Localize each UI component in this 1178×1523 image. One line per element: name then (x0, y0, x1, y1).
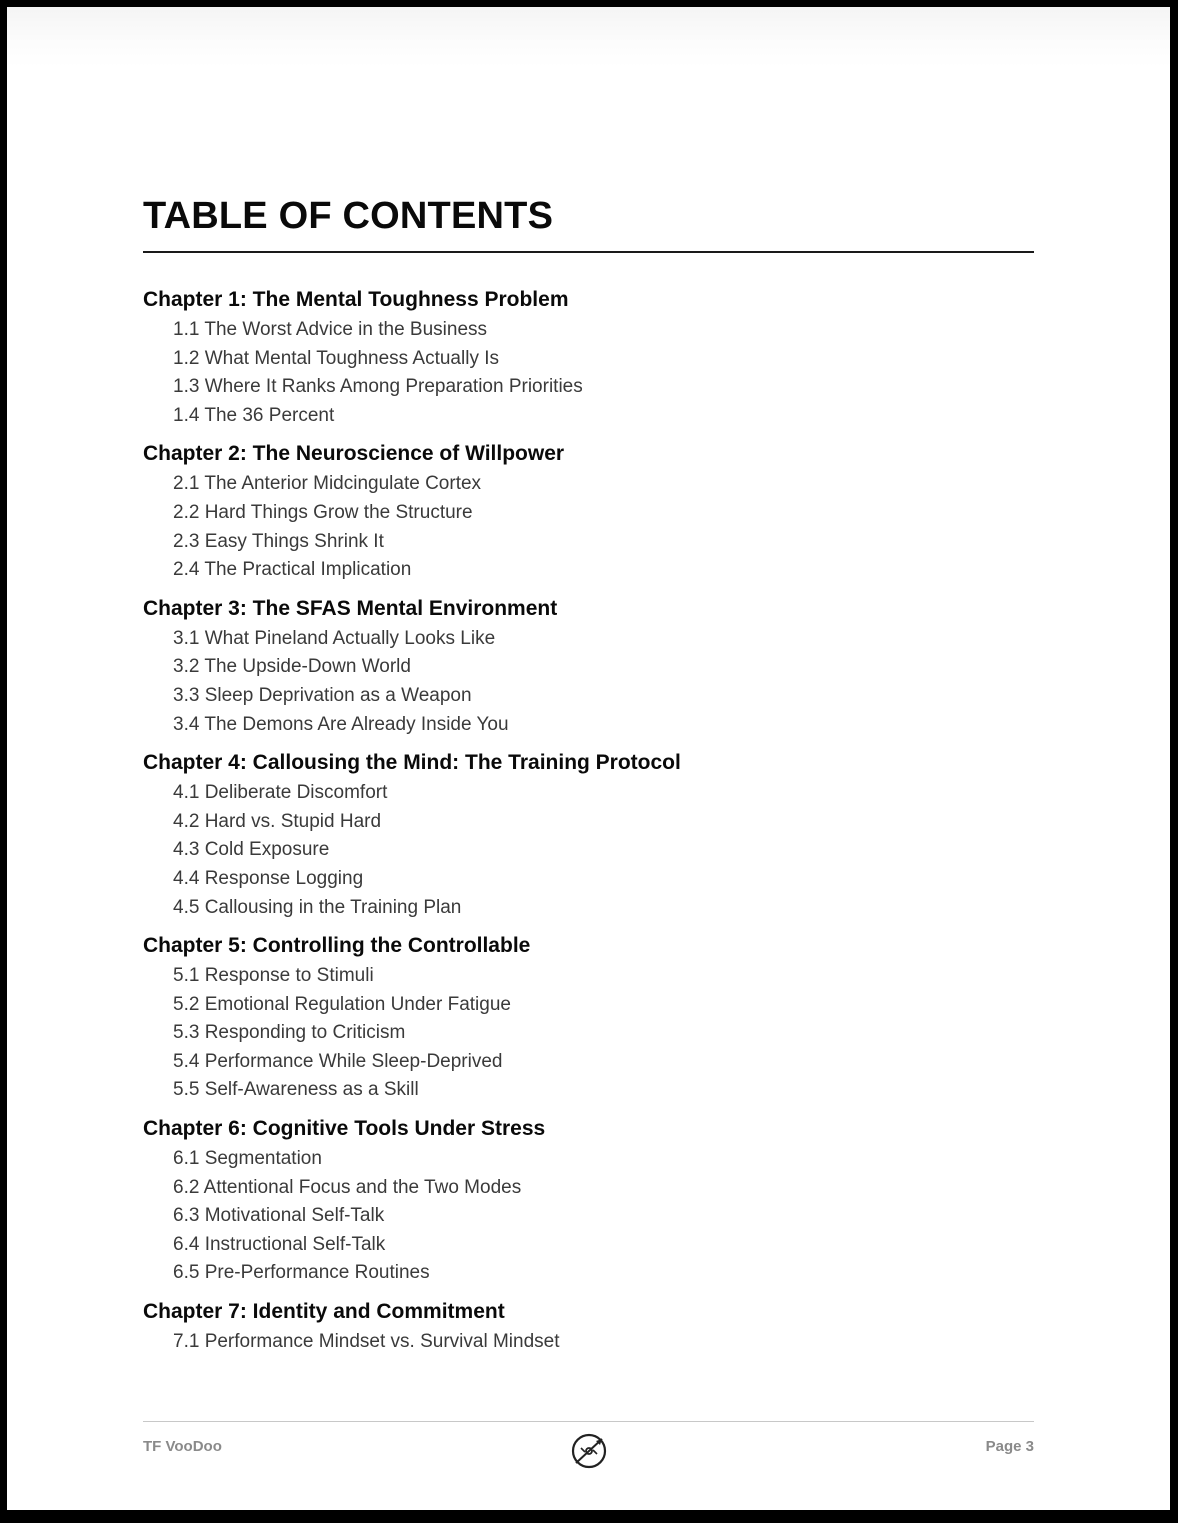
section-list (143, 625, 1034, 739)
section-list (143, 779, 1034, 922)
chapter-title: Chapter 5: Controlling the Controllable (143, 934, 531, 958)
section-list (143, 470, 1034, 584)
section-item: 1.2 What Mental Toughness Actually Is (173, 347, 499, 369)
chapter-3 (143, 595, 1034, 739)
section-item: 4.3 Cold Exposure (173, 839, 330, 861)
section-list (143, 962, 1034, 1105)
section-item: 2.4 The Practical Implication (173, 559, 412, 581)
section-item: 6.5 Pre-Performance Routines (173, 1262, 430, 1284)
chapter-6 (143, 1115, 1034, 1288)
chapter-1 (143, 286, 1034, 430)
page-footer (143, 1421, 1034, 1471)
footer-brand: TF VooDoo (143, 1438, 222, 1455)
chapter-4 (143, 749, 1034, 922)
chapter-list (143, 286, 1034, 1357)
section-item: 5.3 Responding to Criticism (173, 1022, 406, 1044)
section-list (143, 316, 1034, 430)
section-item: 5.4 Performance While Sleep-Deprived (173, 1050, 503, 1072)
compass-logo-icon (570, 1432, 608, 1470)
chapter-7 (143, 1298, 1034, 1357)
section-item: 1.4 The 36 Percent (173, 404, 335, 426)
section-item: 5.2 Emotional Regulation Under Fatigue (173, 993, 511, 1015)
chapter-2 (143, 440, 1034, 584)
table-of-contents (143, 197, 1034, 1367)
section-item: 4.4 Response Logging (173, 867, 364, 889)
section-item: 2.2 Hard Things Grow the Structure (173, 501, 473, 523)
section-item: 4.5 Callousing in the Training Plan (173, 896, 462, 918)
section-item: 5.1 Response to Stimuli (173, 965, 374, 987)
page-top-shadow (7, 7, 1170, 67)
chapter-title: Chapter 1: The Mental Toughness Problem (143, 288, 569, 311)
section-item: 3.4 The Demons Are Already Inside You (173, 713, 509, 735)
section-item: 6.3 Motivational Self-Talk (173, 1205, 385, 1227)
section-item: 3.2 The Upside-Down World (173, 656, 411, 678)
page-title: TABLE OF CONTENTS (143, 197, 1034, 253)
page-number: Page 3 (985, 1438, 1034, 1455)
document-page (7, 7, 1170, 1510)
chapter-title: Chapter 4: Callousing the Mind: The Training Protocol (143, 751, 681, 775)
section-item: 6.1 Segmentation (173, 1148, 322, 1170)
section-item: 6.4 Instructional Self-Talk (173, 1233, 386, 1255)
chapter-title: Chapter 3: The SFAS Mental Environment (143, 596, 558, 620)
section-item: 7.1 Performance Mindset vs. Survival Mindset (173, 1331, 560, 1353)
section-list (143, 1328, 1034, 1357)
section-item: 1.3 Where It Ranks Among Preparation Priorities (173, 376, 583, 398)
section-item: 5.5 Self-Awareness as a Skill (173, 1079, 419, 1101)
chapter-title: Chapter 7: Identity and Commitment (143, 1300, 505, 1324)
section-item: 4.2 Hard vs. Stupid Hard (173, 810, 382, 832)
section-item: 3.1 What Pineland Actually Looks Like (173, 627, 496, 649)
section-item: 4.1 Deliberate Discomfort (173, 782, 388, 804)
chapter-title: Chapter 2: The Neuroscience of Willpower (143, 442, 565, 466)
section-item: 3.3 Sleep Deprivation as a Weapon (173, 684, 472, 706)
section-item: 2.3 Easy Things Shrink It (173, 530, 384, 552)
chapter-title: Chapter 6: Cognitive Tools Under Stress (143, 1117, 546, 1141)
section-item: 1.1 The Worst Advice in the Business (173, 319, 488, 340)
section-list (143, 1145, 1034, 1288)
section-item: 6.2 Attentional Focus and the Two Modes (173, 1176, 522, 1198)
section-item: 2.1 The Anterior Midcingulate Cortex (173, 473, 482, 495)
chapter-5 (143, 932, 1034, 1105)
